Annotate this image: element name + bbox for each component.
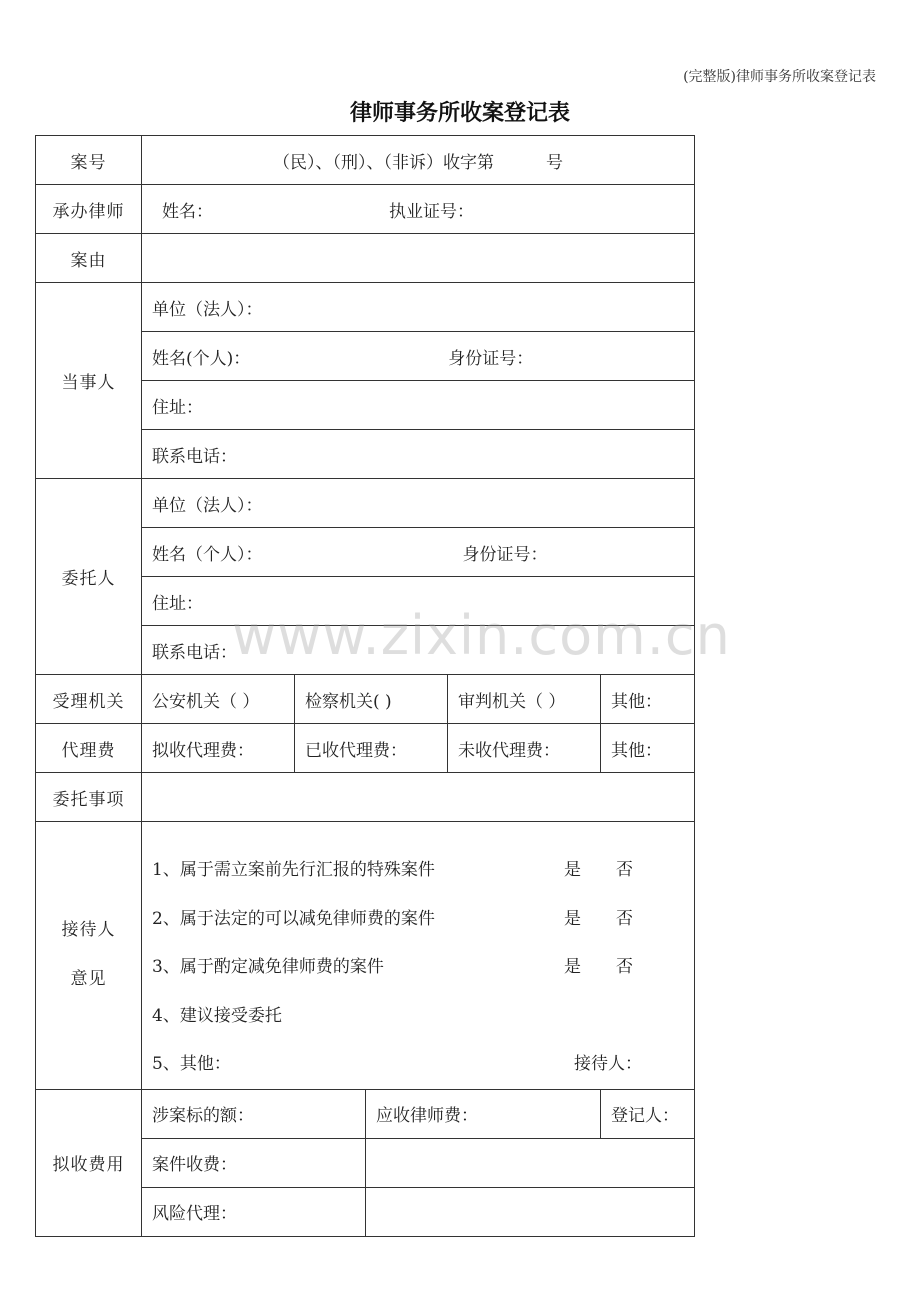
authority-label: 受理机关 — [36, 675, 142, 724]
party-name-field[interactable] — [142, 332, 695, 381]
agency-fee-planned[interactable]: 拟收代理费： — [142, 724, 295, 773]
party-name-label: 姓名(个人)： — [152, 348, 251, 369]
receptionist-signature-label: 接待人： — [574, 1054, 643, 1074]
agency-fee-unreceived[interactable]: 未收代理费： — [448, 724, 601, 773]
authority-other[interactable]: 其他： — [601, 675, 695, 724]
party-label: 当事人 — [36, 283, 142, 479]
header-note: (完整版)律师事务所收案登记表 — [683, 69, 876, 85]
client-unit-field[interactable]: 单位（法人）： — [142, 479, 695, 528]
opinion-item-text: 4、建议接受委托 — [152, 1005, 282, 1026]
case-fee-value[interactable] — [366, 1138, 695, 1187]
client-name-label: 姓名（个人）： — [152, 544, 263, 565]
entrusted-matters-label: 委托事项 — [36, 773, 142, 822]
receptionist-opinion-label-line1: 接待人 — [61, 920, 116, 941]
client-name-field[interactable] — [142, 528, 695, 577]
risk-agency-value[interactable] — [366, 1187, 695, 1236]
client-address-field[interactable]: 住址： — [142, 577, 695, 626]
opinion-yes-option[interactable]: 是 — [564, 908, 581, 929]
lawyer-name-label: 姓名： — [162, 201, 213, 222]
party-phone-field[interactable]: 联系电话： — [142, 430, 695, 479]
case-number-row — [36, 136, 695, 185]
party-address-field[interactable]: 住址： — [142, 381, 695, 430]
agency-fee-other[interactable]: 其他： — [601, 724, 695, 773]
risk-agency-field[interactable]: 风险代理： — [142, 1187, 366, 1236]
authority-row — [36, 675, 695, 724]
registrar-field[interactable]: 登记人： — [601, 1089, 695, 1138]
opinion-item — [152, 992, 684, 1041]
cause-row — [36, 234, 695, 283]
subject-amount-field[interactable]: 涉案标的额： — [142, 1089, 366, 1138]
authority-procuratorate[interactable]: 检察机关( ) — [295, 675, 448, 724]
receptionist-opinion-label — [36, 822, 142, 1090]
receptionist-opinion-label-line2: 意见 — [70, 969, 107, 990]
cause-label: 案由 — [36, 234, 142, 283]
opinion-other-line — [152, 1040, 684, 1089]
case-fee-field[interactable]: 案件收费： — [142, 1138, 366, 1187]
receptionist-opinion-row — [36, 822, 695, 1090]
page-title: 律师事务所收案登记表 — [349, 101, 570, 126]
opinion-yes-option[interactable]: 是 — [564, 957, 581, 977]
authority-police[interactable]: 公安机关（ ） — [142, 675, 295, 724]
opinion-no-option[interactable]: 否 — [616, 957, 633, 977]
case-number-prefix: （民）、（刑）、（非诉）收字第 — [273, 152, 495, 173]
lawyer-fee-field[interactable]: 应收律师费： — [366, 1089, 601, 1138]
opinion-item-text: 2、属于法定的可以减免律师费的案件 — [152, 908, 435, 929]
party-id-label: 身份证号： — [448, 348, 534, 369]
party-unit-field[interactable]: 单位（法人）： — [142, 283, 695, 332]
planned-fees-row-1 — [36, 1089, 695, 1138]
entrusted-matters-field[interactable] — [142, 773, 695, 822]
opinion-item — [152, 943, 684, 992]
opinion-item — [152, 846, 684, 895]
client-label: 委托人 — [36, 479, 142, 675]
watermark: www.zixin.com.cn — [232, 604, 731, 667]
client-phone-field[interactable]: 联系电话： — [142, 626, 695, 675]
client-unit-row — [36, 479, 695, 528]
lawyer-row — [36, 185, 695, 234]
lawyer-license-label: 执业证号： — [389, 201, 474, 222]
registration-form-table — [35, 135, 695, 1237]
opinion-no-option[interactable]: 否 — [616, 908, 633, 929]
client-id-label: 身份证号： — [462, 544, 548, 565]
planned-fees-label: 拟收费用 — [36, 1089, 142, 1236]
opinion-other-label: 5、其他： — [152, 1054, 231, 1074]
entrusted-matters-row — [36, 773, 695, 822]
opinion-no-option[interactable]: 否 — [616, 860, 633, 880]
party-unit-row — [36, 283, 695, 332]
agency-fee-row — [36, 724, 695, 773]
cause-field[interactable] — [142, 234, 695, 283]
opinion-yes-option[interactable]: 是 — [564, 860, 581, 880]
opinion-item-text: 1、属于需立案前先行汇报的特殊案件 — [152, 860, 435, 880]
lawyer-field[interactable] — [142, 185, 695, 234]
case-number-label: 案号 — [36, 136, 142, 185]
case-number-field[interactable] — [142, 136, 695, 185]
case-number-suffix: 号 — [546, 152, 564, 173]
opinion-item — [152, 895, 684, 944]
lawyer-label: 承办律师 — [36, 185, 142, 234]
receptionist-opinion-field — [142, 822, 695, 1090]
agency-fee-label: 代理费 — [36, 724, 142, 773]
agency-fee-received[interactable]: 已收代理费： — [295, 724, 448, 773]
opinion-item-text: 3、属于酌定减免律师费的案件 — [152, 957, 384, 977]
authority-court[interactable]: 审判机关（ ） — [448, 675, 601, 724]
